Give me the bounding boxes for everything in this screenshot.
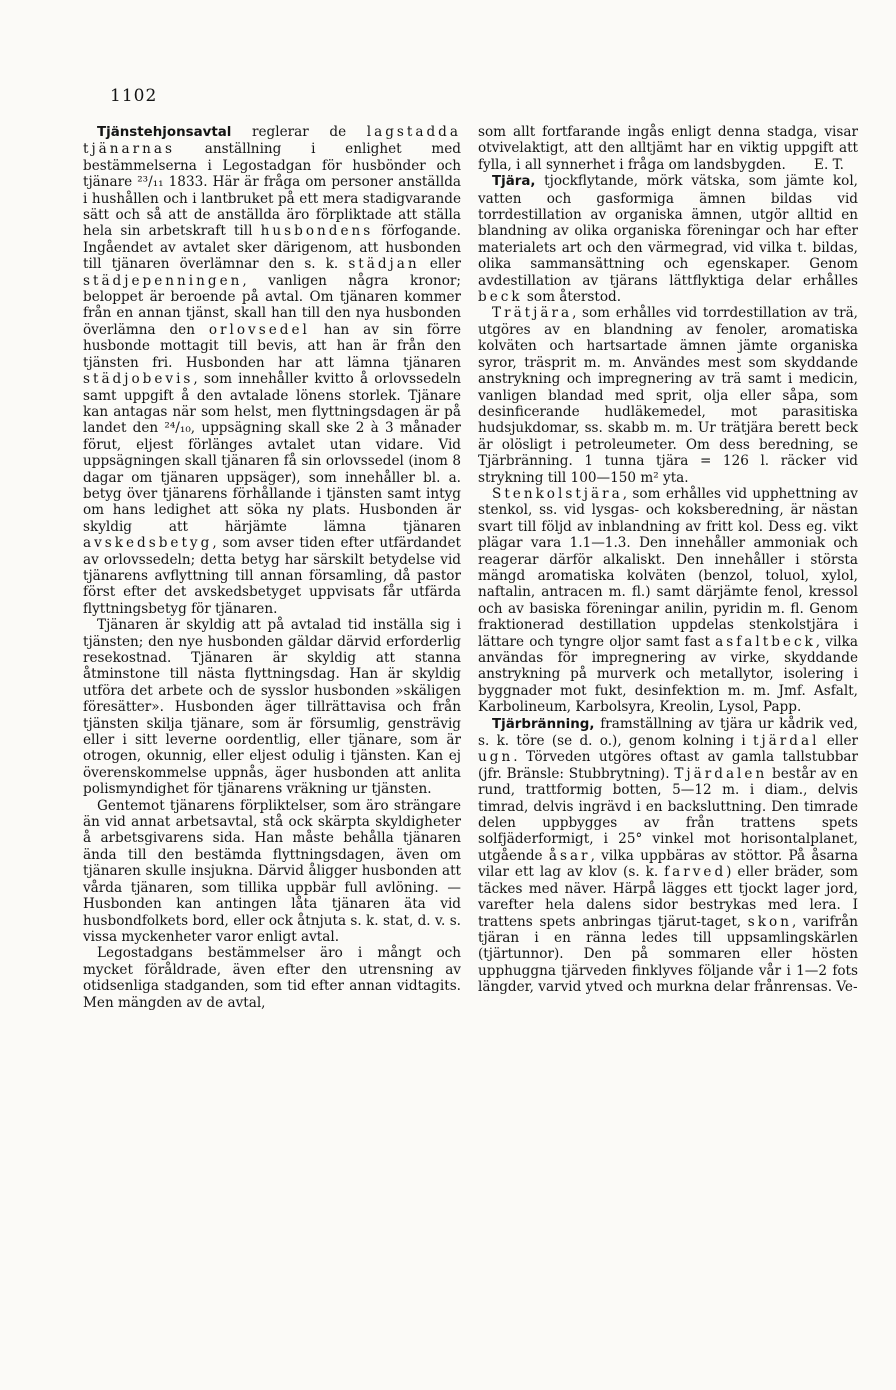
body-text: , som avser tiden efter utfärdandet av orlovssedeln; detta betyg har särskilt betydelse vid tjänarens avflyttning till annan församling, då pastor först efter det avskedsbetyget uppvisats får utfärda flyttningsbetyg för tjänaren. (83, 535, 461, 617)
spaced-term: asfaltbeck (715, 633, 816, 650)
left-column (83, 124, 461, 1011)
body-text: . Törveden utgöres oftast av gamla tallstubbar (jfr. Bränsle: Stubbrytning). (478, 749, 858, 782)
spaced-term: farved (664, 864, 727, 881)
spaced-term: skon (747, 913, 792, 930)
paragraph (478, 486, 858, 716)
paragraph (478, 124, 858, 173)
body-text: , som innehåller kvitto å orlovssedeln samt uppgift å den avtalade lönens storlek. Tjänare kan antagas när som helst, men flyttningsdagen är på landet den ²⁴/₁₀, uppsägning skall ske 2 à 3 månader förut, eljest förlänges avtalet utan vidare. Vid uppsägningen skall tjänaren få sin orlovssedel (inom 8 dagar om tjänaren uppsäger), som innehåller bl. a. betyg över tjänarens förhållande i tjänsten samt intyg om hans ledighet att söka ny plats. Husbonden är skyldig att härjämte lämna tjänaren (83, 371, 461, 535)
body-text: reglerar de (231, 124, 367, 140)
body-text: framställning av tjära ur kådrik ved, s. k. töre (se d. o.), genom kolning i (478, 715, 858, 750)
headword: Tjärbränning, (492, 716, 595, 732)
spaced-term: avskedsbetyg (83, 535, 213, 552)
body-text: Legostadgans bestämmelser äro i mångt och mycket föråldrade, även efter den utrensning av otidsenliga stadganden, som tid efter annan vidtagits. Men mängden av de avtal, (83, 945, 461, 1011)
spaced-term: orlovsedel (208, 321, 310, 338)
paragraph (83, 945, 461, 1011)
paragraph (478, 173, 858, 305)
spaced-term: lagstadda tjänarnas (83, 124, 461, 158)
body-text: eller (819, 733, 858, 750)
body-text: , som erhålles vid torrdestillation av trä, utgöres av en blandning av fenoler, aromatiska kolväten och hartsartade ämnen jämte organiska syror, träsprit m. m. Användes mest som skyddande anstrykning och impregnering av trä samt i medicin, vanligen blandad med sprit, olja eller såpa, som desinficerande hudläkemedel, mot parasitiska hudsjukdomar, ss. skabb m. m. Ur trätjära berett beck är olösligt i petroleumeter. Om dess beredning, se Tjärbränning. 1 tunna tjära = 126 l. räcker vid strykning till 100—150 m² yta. (478, 305, 858, 486)
headword: Tjänstehjonsavtal (97, 125, 232, 140)
body-text: Tjänaren är skyldig att på avtalad tid inställa sig i tjänsten; den nye husbonden gäldar därvid erforderlig resekostnad. Tjänaren är skyldig att stanna åtminstone till nästa flyttningsdag. Han är skyldig utföra det arbete och de sysslor husbonden »skäligen föresätter». Husbonden äger tillrättavisa och från tjänsten skilja tjänare, som är försumlig, gensträvig eller i sitt leverne oordentlig, eller tjänare, som är otrogen, okunnig, eller eljest odulig i tjänsten. Kan ej överenskommelse uppnås, äger husbonden att anlita polismyndighet för tjänarens vräkning ur tjänsten. (83, 617, 461, 798)
body-text: , vanligen några kronor; beloppet är beroende på avtal. Om tjänaren kommer från en annan tjänst, skall han till den nya husbonden överlämna den (83, 272, 461, 338)
paragraph (478, 716, 858, 996)
right-column (478, 124, 858, 996)
spaced-term: städjan (348, 256, 420, 273)
body-text: , vilka uppbäras av stöttor. På åsarna vilar ett lag av klov (s. k. (478, 847, 858, 881)
body-text: , som erhålles vid upphettning av stenkol, ss. vid lysgas- och koksberedning, är nästan svart till följd av inblandning av fritt kol. Dess eg. vikt plägar vara 1.1—1.3. Den innehåller ammoniak och reagerar därför alkaliskt. Den innehåller i största mängd aromatiska kolväten (benzol, toluol, xylol, naftalin, antracen m. fl.) samt därjämte fenol, kressol och av basiska föreningar anilin, pyridin m. fl. Genom fraktionerad destillation uppdelas stenkolstjära i lättare och tyngre oljor samt fast (478, 485, 858, 650)
spaced-term: städjepenningen (83, 272, 243, 289)
headword: Tjära, (492, 174, 536, 190)
body-text: består av en rund, trattformig botten, 5—12 m. i diam., delvis timrad, delvis ingrävd i en backsluttning. Den timrade delen uppbygges av från trattens spets solfjäderformigt, i 25° vinkel mot horisontalplanet, utgående (478, 765, 858, 864)
paragraph (83, 617, 461, 797)
spaced-term: Tjärdalen (674, 765, 768, 782)
body-text: förfogande. Ingåendet av avtalet sker därigenom, att husbonden till tjänaren överlämnar den s. k. (83, 223, 461, 273)
paragraph (83, 798, 461, 946)
spaced-term: Trätjära (492, 305, 573, 322)
paragraph (83, 124, 461, 617)
body-text: han av sin förre husbonde mottagit till bevis, att han är från den tjänsten fri. Husbonden har att lämna tjänaren (83, 321, 461, 371)
author-signature: E. T. (814, 156, 844, 173)
spaced-term: husbondens (260, 223, 374, 240)
spaced-term: tjärdal (753, 733, 820, 750)
spaced-term: ugn (478, 749, 514, 766)
body-text: , varifrån tjäran i en ränna ledes till uppsamlingskärlen (tjärtunnor). Den på sommaren eller hösten upphuggna tjärveden finklyves följande vår i 1—2 fots längder, varvid ytved och murkna delar frånrensas. Ve- (478, 913, 858, 996)
spaced-term: åsar (548, 847, 591, 864)
body-text: som allt fortfarande ingås enligt denna stadga, visar otvivelaktigt, att den alltjämt har en viktig uppgift att fylla, i all synnerhet i fråga om landsbygden. (478, 124, 858, 173)
spaced-term: Stenkolstjära (492, 485, 623, 502)
body-text: ) eller bräder, som täckes med näver. Härpå lägges ett tjockt lager jord, varefter hela dalens sidor bestrykas med lera. I trattens spets anbringas tjärut-taget, (478, 864, 858, 930)
spaced-term: beck (478, 289, 523, 306)
page-number: 1102 (110, 86, 158, 106)
body-text: , vilka användas för impregnering av virke, skyddande anstrykning på murverk och metallytor, isolering i byggnader mot fukt, desinfektion m. m. Jmf. Asfalt, Karbolineum, Karbolsyra, Kreolin, Lysol, Papp. (478, 633, 859, 716)
body-text: anställning i enlighet med bestämmelserna i Legostadgan för husbönder och tjänare ²³/₁₁ 1833. Här är fråga om personer anställda i hushållen och i lantbruket på ett mera stadigvarande sätt och så att de anställda äro förpliktade att ställa hela sin arbetskraft till (83, 141, 461, 240)
spaced-term: städjobevis (83, 371, 194, 388)
paragraph (478, 305, 858, 485)
body-text: eller (419, 256, 461, 273)
body-text: tjockflytande, mörk vätska, som jämte kol, vatten och gasformiga ämnen bildas vid torrdestillation av organiska ämnen, utgör alltid en blandning av olika organiska föreningar och har efter materialets art och den värmegrad, vid vilka t. bildas, olika sammansättning och egenskaper. Genom avdestillation av tjärans lättflyktiga delar erhålles (478, 173, 858, 289)
body-text: som återstod. (522, 289, 622, 306)
body-text: Gentemot tjänarens förpliktelser, som äro strängare än vid annat arbetsavtal, stå ock skärpta skyldigheter å arbetsgivarens sida. Han måste behålla tjänaren ända till den bestämda flyttningsdagen, även om tjänaren skulle insjukna. Därvid åligger husbonden att vårda tjänaren, som tillika uppbär full avlöning. — Husbonden kan antingen låta tjänaren äta vid husbondfolkets bord, eller ock åtnjuta s. k. stat, d. v. s. vissa myckenheter varor enligt avtal. (83, 797, 461, 945)
